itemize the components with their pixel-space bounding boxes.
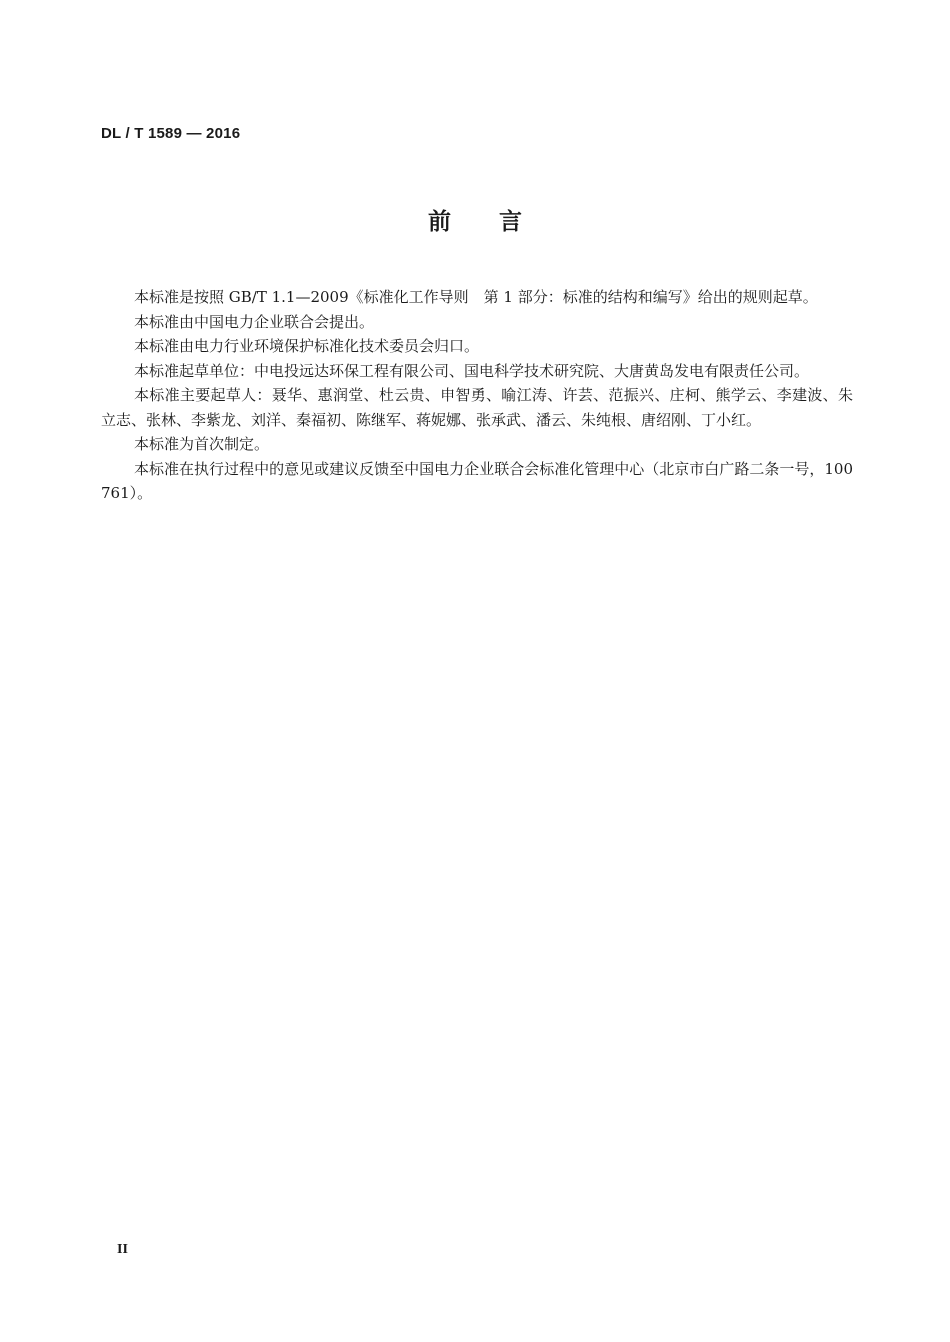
title-char-2: 言	[499, 209, 522, 235]
title-char-1: 前	[428, 209, 451, 235]
paragraph-first-edition: 本标准为首次制定。	[134, 435, 270, 453]
foreword-body	[101, 285, 853, 506]
paragraph-feedback: 本标准在执行过程中的意见或建议反馈至中国电力企业联合会标准化管理中心（北京市白广路二条一号，100761）。	[101, 459, 853, 502]
paragraph-drafters: 本标准主要起草人：聂华、惠润堂、杜云贵、申智勇、喻江涛、许芸、范振兴、庄柯、熊学云、李建波、朱立志、张林、李紫龙、刘洋、秦福初、陈继军、蒋妮娜、张承武、潘云、朱纯根、唐绍刚、丁小红。	[101, 386, 853, 429]
page-number: II	[117, 1242, 128, 1257]
standard-code: DL / T 1589 — 2016	[101, 125, 241, 142]
paragraph-proposer: 本标准由中国电力企业联合会提出。	[134, 312, 375, 331]
paragraph-committee: 本标准由电力行业环境保护标准化技术委员会归口。	[134, 337, 480, 355]
paragraph-drafting-units: 本标准起草单位：中电投远达环保工程有限公司、国电科学技术研究院、大唐黄岛发电有限责任公司。	[134, 361, 810, 380]
paragraph-drafting-rules: 本标准是按照 GB/T 1.1—2009《标准化工作导则 第 1 部分：标准的结构和编写》给出的规则起草。	[134, 288, 818, 306]
page-title	[0, 203, 950, 236]
